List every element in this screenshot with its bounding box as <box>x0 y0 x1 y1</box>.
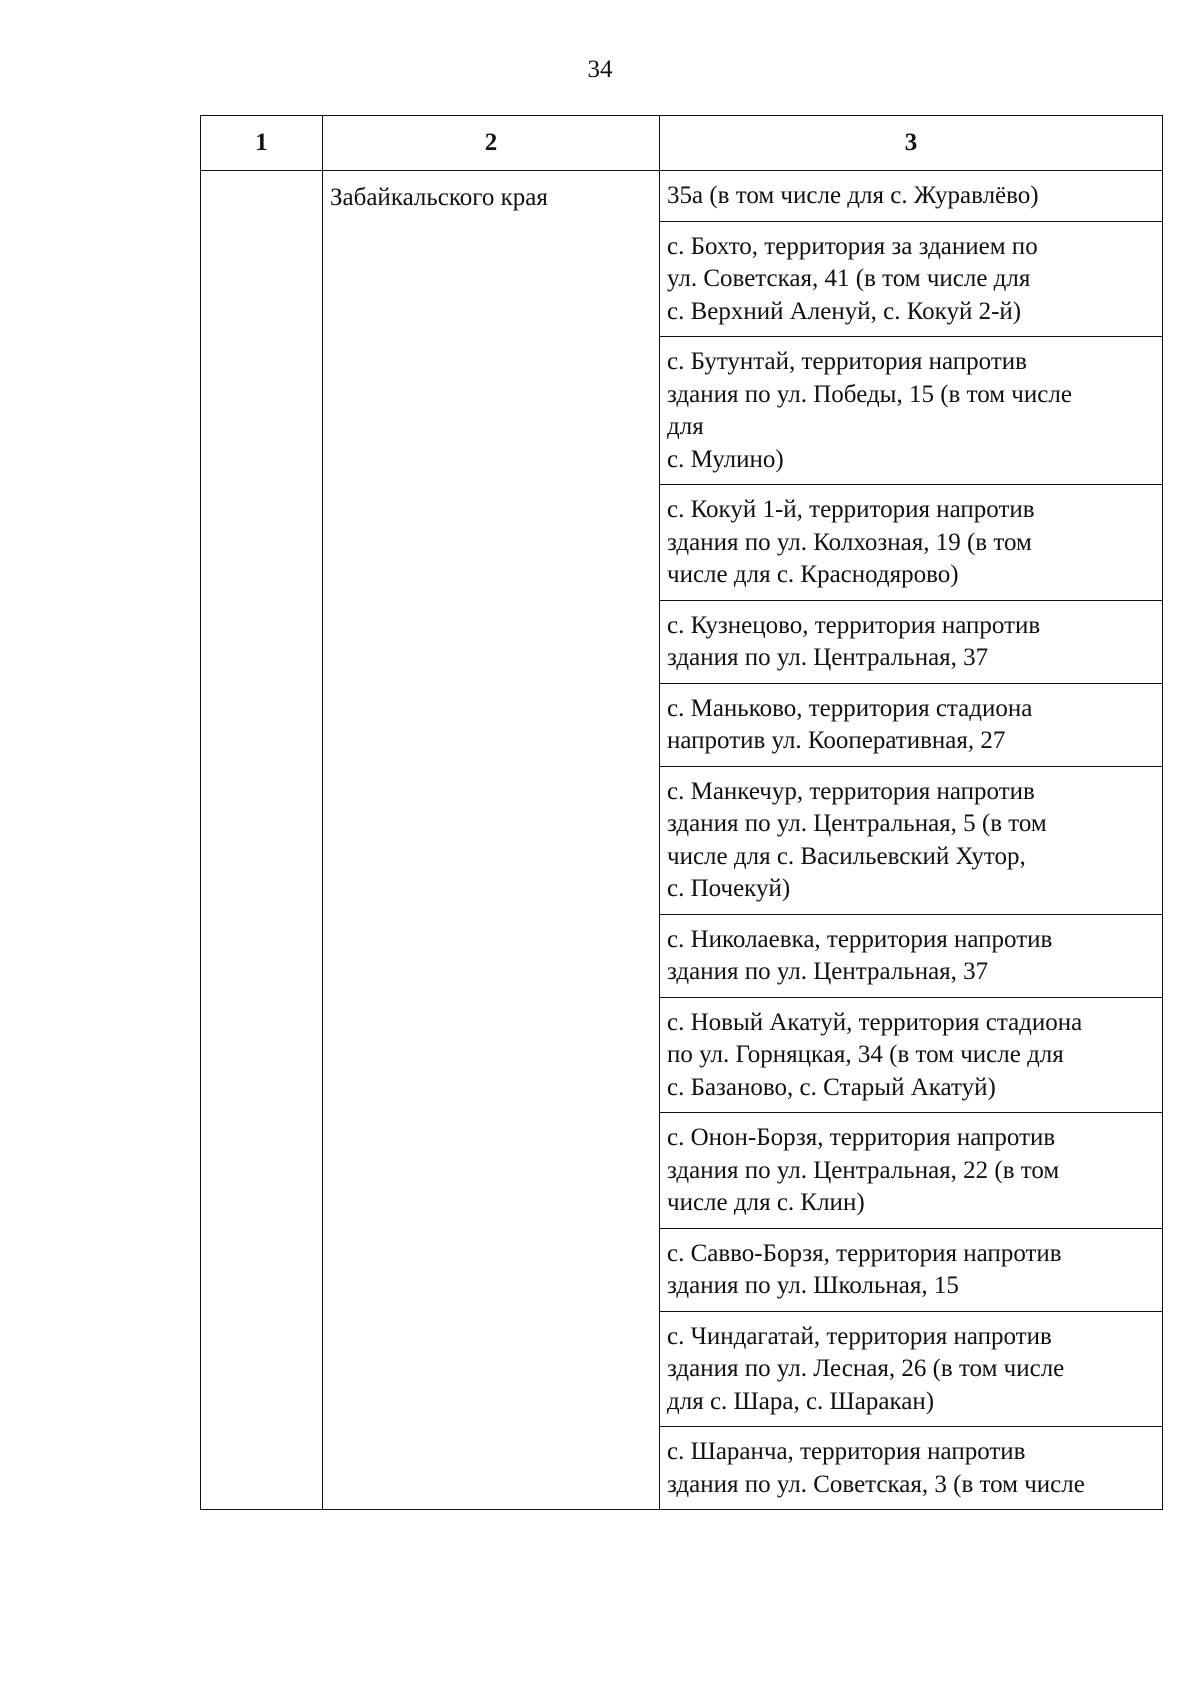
column-1-cell <box>201 171 323 1510</box>
header-cell-2: 2 <box>323 116 660 171</box>
settlement-cell: с. Бохто, территория за зданием по ул. Советская, 41 (в том числе для с. Верхний Аленуй, с. Кокуй 2-й) <box>660 221 1163 337</box>
settlement-cell: с. Новый Акатуй, территория стадиона по ул. Горняцкая, 34 (в том числе для с. Базаново, с. Старый Акатуй) <box>660 997 1163 1113</box>
header-cell-3: 3 <box>660 116 1163 171</box>
settlement-cell: с. Чиндагатай, территория напротив здания по ул. Лесная, 26 (в том числе для с. Шара, с. Шаракан) <box>660 1311 1163 1427</box>
table-header-row <box>201 116 1163 171</box>
settlement-cell: с. Шаранча, территория напротив здания по ул. Советская, 3 (в том числе <box>660 1427 1163 1510</box>
page-number: 34 <box>587 56 613 83</box>
header-cell-1: 1 <box>201 116 323 171</box>
table-row <box>201 171 1163 222</box>
settlement-cell: с. Онон-Борзя, территория напротив здания по ул. Центральная, 22 (в том числе для с. Клин) <box>660 1113 1163 1229</box>
settlement-cell: с. Бутунтай, территория напротив здания по ул. Победы, 15 (в том числе для с. Мулино) <box>660 337 1163 485</box>
region-cell: Забайкальского края <box>323 171 660 1510</box>
settlement-cell: с. Николаевка, территория напротив здания по ул. Центральная, 37 <box>660 914 1163 997</box>
settlement-cell: с. Кокуй 1-й, территория напротив здания по ул. Колхозная, 19 (в том числе для с. Краснодярово) <box>660 485 1163 601</box>
settlement-cell: с. Манкечур, территория напротив здания по ул. Центральная, 5 (в том числе для с. Васильевский Хутор, с. Почекуй) <box>660 766 1163 914</box>
settlement-cell: с. Маньково, территория стадиона напротив ул. Кооперативная, 27 <box>660 683 1163 766</box>
settlement-cell: 35а (в том числе для с. Журавлёво) <box>660 171 1163 222</box>
settlement-cell: с. Кузнецово, территория напротив здания по ул. Центральная, 37 <box>660 600 1163 683</box>
settlements-table <box>200 115 1163 1510</box>
settlement-cell: с. Савво-Борзя, территория напротив здания по ул. Школьная, 15 <box>660 1228 1163 1311</box>
